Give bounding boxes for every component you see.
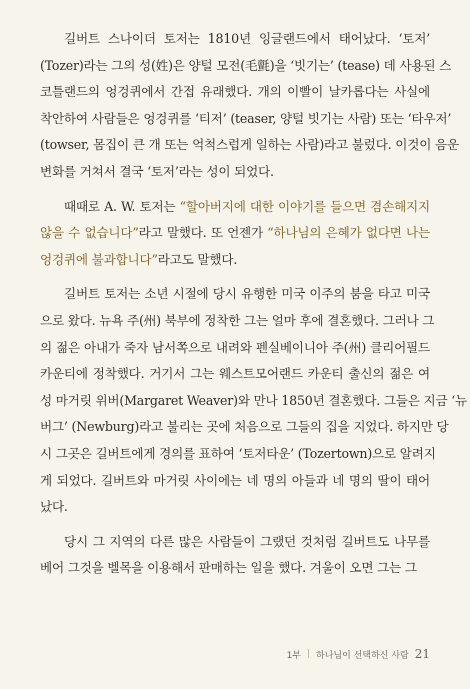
text-line	[40, 194, 430, 221]
text-line	[40, 106, 452, 133]
text-line	[40, 494, 430, 521]
text-segment: 카운티에 정착했다. 거기서 그는 웨스트모어랜드 카운티 출신의 젊은 여	[40, 366, 430, 382]
text-line	[40, 53, 452, 80]
text-segment: (towser, 몸집이 큰 개 또는 억척스럽게 일하는 사람)라고 불렀다. 이것이 음운	[40, 137, 459, 153]
text-segment: 으로 왔다. 뉴욕 주(州) 북부에 정착한 그는 얼마 후에 결혼했다. 그러나 그	[40, 312, 435, 328]
text-segment: 라고도 말했다.	[157, 251, 238, 267]
text-segment: 라고 말했다. 또 언젠가	[138, 225, 268, 241]
text-line	[40, 159, 430, 186]
paragraph	[40, 194, 430, 274]
text-line	[40, 220, 430, 247]
text-segment: 코틀랜드의 엉겅퀴에서 간접 유래했다. 개의 이빨이 날카롭다는 사실에	[40, 84, 430, 100]
text-segment: 버그’ (Newburg)라고 불리는 곳에 처음으로 그들의 집을 지었다. 하지만 당	[40, 419, 449, 435]
footer-section: 1부	[286, 650, 301, 661]
paragraph	[40, 529, 430, 582]
text-segment: 때때로 A. W. 토저는	[64, 198, 180, 214]
text-segment: 베어 그것을 벨목을 이용해서 판매하는 일을 했다. 겨울이 오면 그는 그	[40, 560, 417, 576]
text-segment: 당시 그 지역의 다른 많은 사람들이 그랬던 것처럼 길버트도 나무를	[64, 533, 430, 549]
text-line	[40, 555, 430, 582]
text-line	[40, 441, 436, 468]
text-line	[40, 247, 430, 274]
text-segment: 의 젊은 아내가 죽자 남서쪽으로 내려와 펜실베이니아 주(州) 클리어필드	[40, 339, 430, 355]
text-line	[40, 308, 435, 335]
text-line	[40, 132, 459, 159]
text-line	[40, 79, 430, 106]
page-footer	[287, 647, 430, 661]
text-segment: 변화를 거쳐서 결국 ‘토저’라는 성이 되었다.	[40, 163, 274, 179]
text-line	[40, 26, 430, 53]
footer-separator: |	[307, 649, 311, 659]
paragraph	[40, 281, 468, 520]
text-line	[40, 335, 430, 362]
text-line	[40, 414, 449, 441]
text-line	[40, 361, 430, 388]
text-segment: 길버트 토저는 소년 시절에 당시 유행한 미국 이주의 붐을 타고 미국	[64, 286, 430, 302]
text-line	[40, 388, 468, 415]
text-segment: 성 마거릿 위버(Margaret Weaver)와 만나 1850년 결혼했다. 그들은 지금 ‘뉴	[40, 392, 468, 408]
quoted-text: “할아버지에 대한 이야기를 들으면 겸손해지지	[179, 198, 430, 214]
body-text	[40, 26, 468, 582]
text-line	[40, 529, 430, 556]
text-segment: 게 되었다. 길버트와 마거릿 사이에는 네 명의 아들과 네 명의 딸이 태어	[40, 472, 430, 488]
text-segment: 길버트 스나이더 토저는 1810년 잉글랜드에서 태어났다. ‘토저’	[64, 31, 430, 46]
paragraph	[40, 26, 459, 186]
quoted-text: 않을 수 없습니다”	[40, 225, 139, 241]
page-number: 21	[414, 647, 430, 661]
footer-book-title: 하나님이 선택하신 사람	[316, 650, 409, 661]
text-line	[40, 468, 430, 495]
quoted-text: 엉겅퀴에 불과합니다”	[40, 251, 158, 267]
text-line	[40, 281, 430, 308]
quoted-text: “하나님의 은혜가 없다면 나는	[267, 225, 430, 241]
text-segment: (Tozer)라는 그의 성(姓)은 양털 모전(毛氈)을 ‘빗기는’ (tease) 데 사용된 스	[40, 57, 452, 73]
text-segment: 났다.	[40, 499, 68, 515]
text-segment: 시 그곳은 길버트에게 경의를 표하여 ‘토저타운’ (Tozertown)으로 알려지	[40, 445, 436, 461]
text-segment: 착안하여 사람들은 엉겅퀴를 ‘티저’ (teaser, 양털 빗기는 사람) 또는 ‘타우저’	[40, 110, 452, 126]
